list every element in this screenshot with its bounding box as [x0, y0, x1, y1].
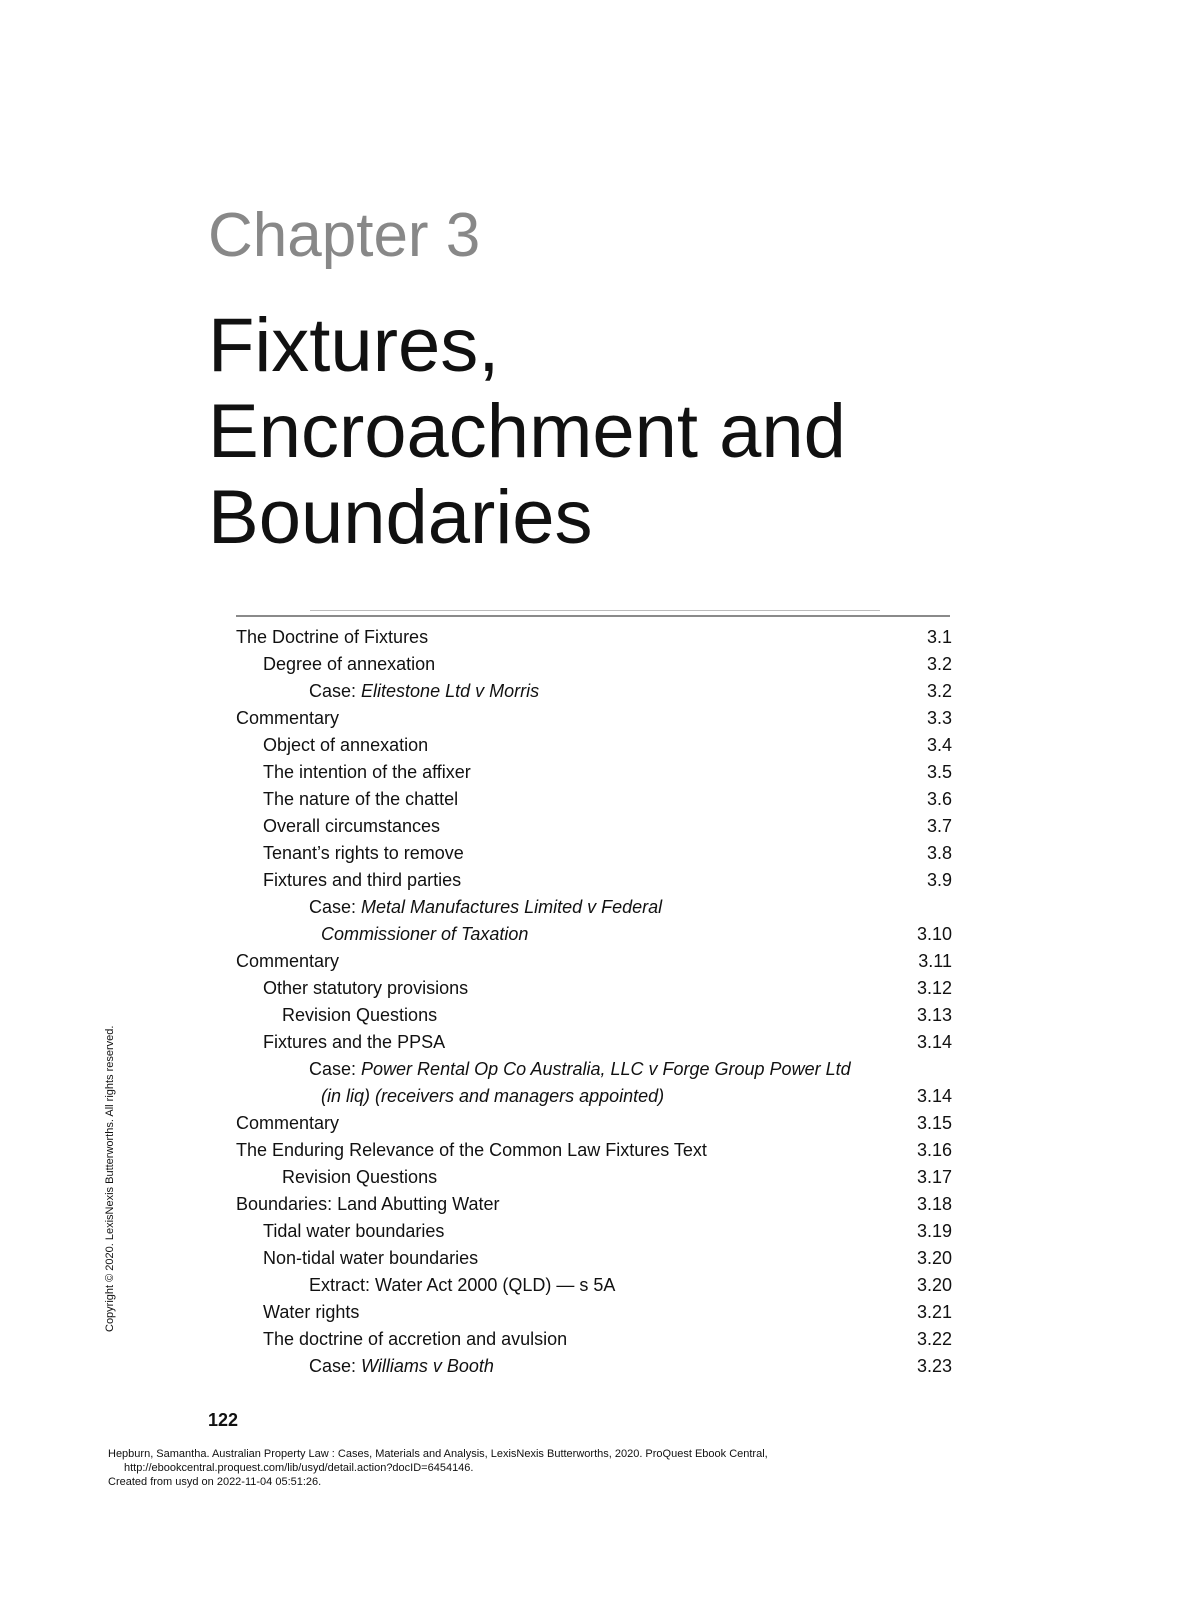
- toc-entry-text: [282, 1164, 437, 1191]
- toc-entry-text: [263, 1245, 478, 1272]
- toc-entry-number: 3.23: [916, 1356, 952, 1376]
- toc-entry-text: [236, 1110, 339, 1137]
- toc-entry[interactable]: [236, 678, 952, 705]
- toc-entry-title: Commentary: [236, 1113, 340, 1133]
- toc-entry[interactable]: [236, 1353, 952, 1380]
- toc-entry-text: [321, 1083, 664, 1110]
- toc-entry[interactable]: [236, 1110, 952, 1137]
- chapter-title-line: Fixtures,: [208, 303, 500, 388]
- chapter-title: [208, 303, 1108, 561]
- toc-entry-number: 3.13: [916, 1005, 952, 1025]
- toc-entry[interactable]: [236, 867, 952, 894]
- page-number: 122: [208, 1410, 239, 1430]
- toc-entry-title: Elitestone Ltd v Morris: [361, 681, 540, 701]
- toc-entry-text: [236, 1191, 500, 1218]
- toc-entry[interactable]: [236, 1191, 952, 1218]
- toc-entry[interactable]: [236, 921, 952, 948]
- toc-entry-prefix: Case:: [309, 897, 362, 917]
- toc-entry-title: Williams v Booth: [361, 1356, 494, 1376]
- toc-entry-title: Commentary: [236, 951, 340, 971]
- toc-entry-text: [263, 732, 428, 759]
- toc-entry[interactable]: [236, 1272, 952, 1299]
- toc-entry-prefix: Case:: [309, 681, 362, 701]
- citation-created: Created from usyd on 2022-11-04 05:51:26.: [108, 1476, 322, 1488]
- toc-entry[interactable]: [236, 1245, 952, 1272]
- toc-entry-title: Degree of annexation: [263, 654, 436, 674]
- toc-entry[interactable]: [236, 759, 952, 786]
- toc-entry-text: [263, 975, 468, 1002]
- table-of-contents: [236, 624, 952, 1380]
- toc-entry[interactable]: [236, 1137, 952, 1164]
- toc-entry-number: 3.5: [926, 762, 952, 782]
- toc-entry-text: [263, 840, 464, 867]
- toc-entry[interactable]: [236, 1083, 952, 1110]
- toc-entry-text: [263, 651, 435, 678]
- citation-footer: [108, 1447, 1108, 1489]
- toc-entry[interactable]: [236, 705, 952, 732]
- toc-entry-text: [236, 948, 339, 975]
- toc-entry[interactable]: [236, 624, 952, 651]
- toc-entry[interactable]: [236, 840, 952, 867]
- toc-entry[interactable]: [236, 1164, 952, 1191]
- toc-entry-number: 3.15: [916, 1113, 952, 1133]
- toc-entry-text: [321, 921, 528, 948]
- toc-entry-number: 3.2: [926, 654, 952, 674]
- toc-entry-title: Fixtures and third parties: [263, 870, 462, 890]
- toc-entry-title: Non-tidal water boundaries: [263, 1248, 479, 1268]
- toc-entry-number: 3.6: [926, 789, 952, 809]
- toc-entry-text: [263, 1326, 567, 1353]
- toc-entry[interactable]: [236, 1299, 952, 1326]
- toc-entry[interactable]: [236, 948, 952, 975]
- chapter-label: Chapter 3: [208, 201, 481, 270]
- toc-entry-text: [282, 1002, 437, 1029]
- toc-entry-text: [309, 1056, 851, 1083]
- toc-entry-title: Fixtures and the PPSA: [263, 1032, 446, 1052]
- toc-entry-title: Tenant’s rights to remove: [263, 843, 464, 863]
- toc-entry-text: [309, 894, 662, 921]
- toc-entry-number: 3.20: [916, 1275, 952, 1295]
- toc-entry[interactable]: [236, 1218, 952, 1245]
- toc-entry-number: 3.11: [918, 951, 952, 971]
- toc-entry-text: [263, 1218, 444, 1245]
- toc-entry[interactable]: [236, 975, 952, 1002]
- toc-entry-title: Revision Questions: [282, 1167, 438, 1187]
- toc-entry-number: 3.9: [926, 870, 952, 890]
- toc-entry-text: [236, 624, 428, 651]
- toc-entry-prefix: Case:: [309, 1356, 362, 1376]
- toc-entry-number: 3.8: [926, 843, 952, 863]
- toc-entry-number: 3.14: [916, 1086, 952, 1106]
- toc-entry-number: 3.10: [916, 924, 952, 944]
- toc-entry-title: Commissioner of Taxation: [321, 924, 529, 944]
- toc-entry[interactable]: [236, 786, 952, 813]
- toc-entry-title: Object of annexation: [263, 735, 429, 755]
- toc-entry-title: The Enduring Relevance of the Common Law Fixtures Text: [236, 1140, 707, 1160]
- toc-entry[interactable]: [236, 1056, 952, 1083]
- toc-entry-title: Water rights: [263, 1302, 360, 1322]
- toc-entry-title: The intention of the affixer: [263, 762, 471, 782]
- divider-inner: [310, 610, 880, 611]
- toc-entry-title: Extract: Water Act 2000 (QLD) — s 5A: [309, 1275, 616, 1295]
- toc-entry-number: 3.3: [926, 708, 952, 728]
- toc-entry-text: [263, 1299, 359, 1326]
- toc-entry-text: [263, 1029, 445, 1056]
- toc-entry-number: 3.14: [916, 1032, 952, 1052]
- toc-entry[interactable]: [236, 1029, 952, 1056]
- toc-entry-number: 3.1: [926, 627, 952, 647]
- toc-entry-number: 3.17: [916, 1167, 952, 1187]
- toc-entry-title: Tidal water boundaries: [263, 1221, 445, 1241]
- toc-entry-number: 3.22: [916, 1329, 952, 1349]
- toc-entry-number: 3.21: [916, 1302, 952, 1322]
- toc-entry-number: 3.20: [916, 1248, 952, 1268]
- toc-entry-title: Boundaries: Land Abutting Water: [236, 1194, 500, 1214]
- toc-entry-title: Metal Manufactures Limited v Federal: [361, 897, 663, 917]
- toc-entry-number: 3.7: [926, 816, 952, 836]
- toc-entry-text: [309, 678, 539, 705]
- toc-entry-text: [309, 1272, 615, 1299]
- toc-entry-title: Power Rental Op Co Australia, LLC v Forge Group Power Ltd: [361, 1059, 851, 1079]
- toc-entry-number: 3.18: [916, 1194, 952, 1214]
- toc-entry-title: The Doctrine of Fixtures: [236, 627, 429, 647]
- toc-entry[interactable]: [236, 651, 952, 678]
- toc-entry-text: [236, 1137, 707, 1164]
- citation-line: Hepburn, Samantha. Australian Property Law : Cases, Materials and Analysis, LexisNexis Butterworths, 2020. ProQuest Ebook Central,: [108, 1448, 768, 1460]
- toc-entry-title: Revision Questions: [282, 1005, 438, 1025]
- toc-entry-title: Other statutory provisions: [263, 978, 469, 998]
- toc-entry-prefix: Case:: [309, 1059, 362, 1079]
- toc-entry-title: The doctrine of accretion and avulsion: [263, 1329, 568, 1349]
- chapter-title-line: Boundaries: [208, 475, 593, 560]
- toc-entry-number: 3.16: [916, 1140, 952, 1160]
- divider: [236, 615, 950, 617]
- toc-entry-title: Commentary: [236, 708, 340, 728]
- toc-entry[interactable]: [236, 1326, 952, 1353]
- toc-entry-text: [263, 813, 440, 840]
- toc-entry-title: The nature of the chattel: [263, 789, 459, 809]
- citation-url[interactable]: http://ebookcentral.proquest.com/lib/usyd/detail.action?docID=6454146.: [124, 1462, 474, 1474]
- toc-entry-number: 3.2: [926, 681, 952, 701]
- toc-entry-title: Overall circumstances: [263, 816, 441, 836]
- toc-entry[interactable]: [236, 894, 952, 921]
- chapter-title-line: Encroachment and: [208, 389, 846, 474]
- copyright-notice: Copyright © 2020. LexisNexis Butterworths. All rights reserved.: [104, 1025, 116, 1332]
- toc-entry-number: 3.4: [926, 735, 952, 755]
- toc-entry-text: [309, 1353, 494, 1380]
- toc-entry-number: 3.19: [916, 1221, 952, 1241]
- toc-entry[interactable]: [236, 1002, 952, 1029]
- toc-entry-title: (in liq) (receivers and managers appointed): [321, 1086, 665, 1106]
- toc-entry-text: [263, 759, 471, 786]
- toc-entry-text: [236, 705, 339, 732]
- toc-entry-number: 3.12: [916, 978, 952, 998]
- toc-entry-text: [263, 786, 458, 813]
- toc-entry[interactable]: [236, 732, 952, 759]
- toc-entry[interactable]: [236, 813, 952, 840]
- toc-entry-text: [263, 867, 461, 894]
